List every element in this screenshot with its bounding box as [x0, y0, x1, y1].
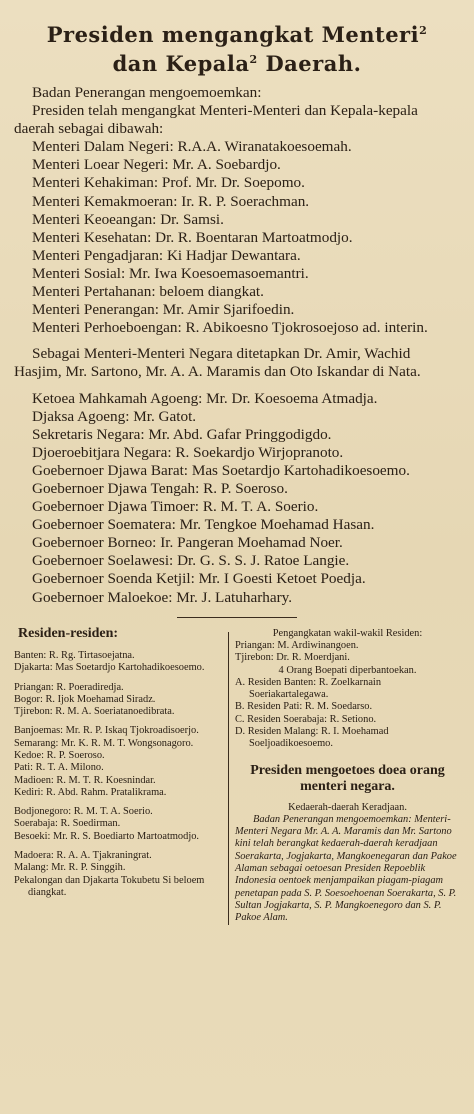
boepati-item: A. Residen Banten: R. Zoelkarnain Soeriakartalegawa. [235, 676, 382, 701]
section-divider [177, 617, 297, 618]
ministers-list [14, 138, 460, 337]
residen-group [14, 650, 222, 675]
residen-item: Banten: R. Rg. Tirtasoejatna. [14, 649, 135, 661]
residen-item: Semarang: Mr. K. R. M. T. Wongsonagoro. [14, 737, 194, 749]
residen-item: Kedoe: R. P. Soeroso. [14, 750, 105, 761]
minister-item: Menteri Perhoeboengan: R. Abikoesno Tjokrosoejoso ad. interin. [32, 319, 428, 337]
official-item: Goebernoer Soematera: Mr. Tengkoe Moehamad Hasan. [32, 516, 375, 534]
residen-group [14, 725, 222, 799]
kedaerah-title: Kedaerah-daerah Keradjaan. [288, 801, 407, 813]
official-item: Goebernoer Maloekoe: Mr. J. Latuharhary. [32, 588, 293, 606]
official-item: Goebernoer Borneo: Ir. Pangeran Moehamad Noer. [32, 534, 343, 552]
right-column [235, 628, 460, 925]
official-item: Djaksa Agoeng: Mr. Gatot. [32, 407, 197, 425]
headline-line-2: dan Kepala [112, 51, 250, 76]
boepati-title: 4 Orang Boepati diperbantoekan. [278, 664, 417, 676]
menteri-negara-paragraph: Sebagai Menteri-Menteri Negara ditetapkan Dr. Amir, Wachid Hasjim, Mr. Sartono, Mr. A. A. Maramis dan Oto Iskandar di Nata. [14, 345, 421, 381]
residen-item: Pekalongan dan Djakarta Tokubetu Si beloem diangkat. [14, 874, 205, 898]
wakil-item: Priangan: M. Ardiwinangoen. [235, 639, 359, 651]
residen-item: Besoeki: Mr. R. S. Boediarto Martoatmodjo. [14, 830, 199, 842]
officials-list [14, 390, 460, 607]
two-column-section [14, 625, 460, 925]
residen-item: Tjirebon: R. M. A. Soeriatanoedibrata. [14, 706, 175, 718]
headline-superscript-2: 2 [249, 53, 258, 66]
column-divider [228, 632, 229, 925]
headline-superscript-1: 2 [419, 24, 428, 37]
official-item: Djoeroebitjara Negara: R. Soekardjo Wirjopranoto. [32, 443, 344, 461]
residen-item: Djakarta: Mas Soetardjo Kartohadikoesoemo. [14, 662, 205, 674]
official-item: Goebernoer Soenda Ketjil: Mr. I Goesti Ketoet Poedja. [32, 570, 366, 588]
residen-title: Residen-residen: [18, 625, 119, 641]
residen-item: Pati: R. T. A. Milono. [14, 762, 104, 774]
wakil-item: Tjirebon: Dr. R. Moerdjani. [235, 652, 350, 664]
residen-group [14, 682, 222, 719]
wakil-residen-title: Pengangkatan wakil-wakil Residen: [272, 627, 423, 639]
minister-item: Menteri Loear Negeri: Mr. A. Soebardjo. [32, 156, 281, 174]
residen-item: Malang: Mr. R. P. Singgih. [14, 862, 126, 874]
minister-item: Menteri Dalam Negeri: R.A.A. Wiranatakoesoemah. [32, 138, 352, 156]
official-item: Ketoea Mahkamah Agoeng: Mr. Dr. Koesoema Atmadja. [32, 389, 378, 407]
headline-line-1: Presiden mengangkat Menteri [46, 22, 420, 47]
official-item: Goebernoer Djawa Barat: Mas Soetardjo Kartohadikoesoemo. [32, 461, 410, 479]
official-item: Goebernoer Djawa Timoer: R. M. T. A. Soerio. [32, 498, 319, 516]
minister-item: Menteri Sosial: Mr. Iwa Koesoemasoemantri. [32, 264, 309, 282]
minister-item: Menteri Kemakmoeran: Ir. R. P. Soerachman. [32, 192, 310, 210]
residen-item: Madoera: R. A. A. Tjakraningrat. [14, 850, 152, 862]
minister-item: Menteri Kesehatan: Dr. R. Boentaran Martoatmodjo. [32, 228, 353, 246]
headline-line-2b: Daerah. [257, 51, 362, 76]
utusan-body: Badan Penerangan mengoemoemkan: Menteri-Menteri Negara Mr. A. A. Maramis dan Mr. Sartono kini telah berangkat kedaerah-daerah keradjaan Soerakarta, Jogjakarta, Mangkoenegaran dan Pakoe Alaman sebagai oetoesan Presiden Repoeblik Indonesia oentoek menjampaikan piagam-piagam penetapan pada S. P. Soesoehoenan Soerakarta, S. P. Sultan Jogjakarta, S. P. Mangkoenegoro dan S. P. Pakoe Alam. [235, 813, 457, 924]
minister-item: Menteri Penerangan: Mr. Amir Sjarifoedin. [32, 301, 295, 319]
boepati-item: C. Residen Soerabaja: R. Setiono. [235, 713, 377, 725]
residen-item: Banjoemas: Mr. R. P. Iskaq Tjokroadisoerjo. [14, 725, 199, 737]
residen-item: Soerabaja: R. Soedirman. [14, 818, 121, 830]
official-item: Sekretaris Negara: Mr. Abd. Gafar Pringgodigdo. [32, 425, 332, 443]
minister-item: Menteri Pertahanan: beloem diangkat. [32, 283, 264, 301]
official-item: Goebernoer Djawa Tengah: R. P. Soeroso. [32, 479, 288, 497]
minister-item: Menteri Kehakiman: Prof. Mr. Dr. Soepomo. [32, 174, 305, 192]
intro-line-2: Presiden telah mengangkat Menteri-Menteri dan Kepala-kepala daerah sebagai dibawah: [14, 102, 418, 138]
residen-group [14, 806, 222, 843]
main-article [14, 84, 460, 607]
residen-item: Bodjonegoro: R. M. T. A. Soerio. [14, 806, 153, 818]
residen-item: Priangan: R. Poeradiredja. [14, 681, 124, 693]
residen-item: Bogor: R. Ijok Moehamad Siradz. [14, 693, 156, 705]
boepati-item: D. Residen Malang: R. I. Moehamad Soeljoadikoesoemo. [235, 726, 389, 750]
official-item: Goebernoer Soelawesi: Dr. G. S. S. J. Ratoe Langie. [32, 552, 350, 570]
headline [14, 18, 460, 76]
residen-group [14, 850, 222, 899]
residen-item: Madioen: R. M. T. R. Koesnindar. [14, 774, 156, 786]
minister-item: Menteri Pengadjaran: Ki Hadjar Dewantara. [32, 246, 301, 264]
minister-item: Menteri Keoeangan: Dr. Samsi. [32, 210, 224, 228]
intro-line-1: Badan Penerangan mengoemoemkan: [32, 84, 262, 101]
boepati-item: B. Residen Pati: R. M. Soedarso. [235, 701, 373, 713]
utusan-subheadline: Presiden mengoetoes doea orang menteri negara. [250, 762, 445, 795]
residen-column [14, 625, 222, 925]
residen-item: Kediri: R. Abd. Rahm. Pratalikrama. [14, 786, 167, 798]
